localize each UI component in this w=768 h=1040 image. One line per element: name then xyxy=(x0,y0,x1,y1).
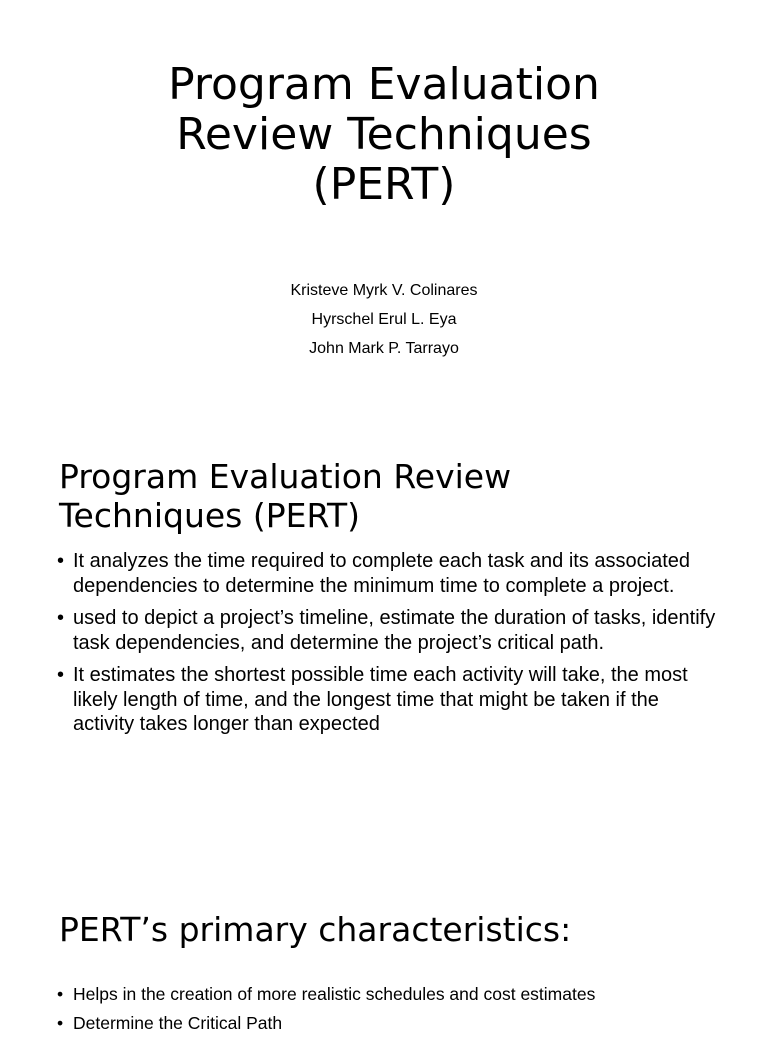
pert-characteristics-slide xyxy=(0,840,768,1033)
author-name: Hyrschel Erul L. Eya xyxy=(311,311,457,328)
bullet-item xyxy=(57,663,717,737)
author-list xyxy=(0,276,768,363)
bullet-text: It analyzes the time required to complete each task and its associated dependencies to determine the minimum time to complete a project. xyxy=(73,550,691,597)
bullet-text: Helps in the creation of more realistic schedules and cost estimates xyxy=(73,984,596,1004)
bullet-text: It estimates the shortest possible time each activity will take, the most likely length of time, and the longest time that might be taken if the activity takes longer than expected xyxy=(73,664,688,735)
title-line: Review Techniques xyxy=(176,109,592,160)
heading-line: Program Evaluation Review xyxy=(59,457,512,496)
bullet-dot-icon: • xyxy=(57,984,64,1004)
author-name: Kristeve Myrk V. Colinares xyxy=(290,282,478,299)
pert-definition-slide xyxy=(0,420,768,840)
bullet-text: Determine the Critical Path xyxy=(73,1013,283,1033)
title-slide xyxy=(0,0,768,420)
bullet-dot-icon: • xyxy=(57,1013,64,1033)
bullet-list xyxy=(57,549,717,745)
bullet-item xyxy=(57,549,717,598)
presentation-title xyxy=(0,60,768,210)
slide-heading: PERT’s primary characteristics: xyxy=(59,910,572,949)
bullet-dot-icon: • xyxy=(57,664,65,686)
heading-line: Techniques (PERT) xyxy=(59,496,361,535)
bullet-item xyxy=(57,606,717,655)
title-line: (PERT) xyxy=(312,159,456,210)
bullet-item xyxy=(57,982,717,1006)
bullet-dot-icon: • xyxy=(57,607,65,629)
slide-heading xyxy=(59,457,739,535)
bullet-dot-icon: • xyxy=(57,550,65,572)
bullet-text: used to depict a project’s timeline, estimate the duration of tasks, identify task dependencies, and determine the project’s critical path. xyxy=(73,607,716,654)
bullet-list xyxy=(57,982,717,1040)
title-line: Program Evaluation xyxy=(168,59,600,110)
author-name: John Mark P. Tarrayo xyxy=(309,340,459,357)
bullet-item xyxy=(57,1011,717,1035)
